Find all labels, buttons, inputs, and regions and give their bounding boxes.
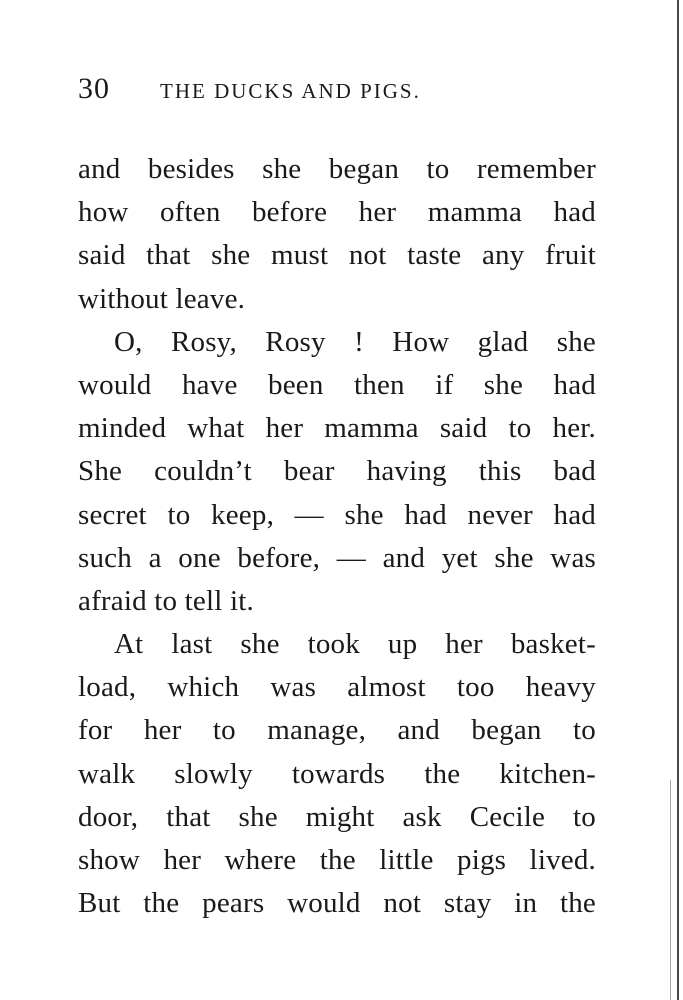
text-line: She couldn’t bear having this bad (78, 455, 596, 488)
text-line: walk slowly towards the kitchen- (78, 757, 596, 790)
running-title: THE DUCKS AND PIGS. (160, 79, 421, 103)
page-header (78, 72, 598, 112)
text-line: for her to manage, and began to (78, 714, 596, 747)
text-line: O, Rosy, Rosy ! How glad she (114, 325, 596, 358)
text-line: secret to keep, — she had never had (78, 498, 596, 531)
text-line: But the pears would not stay in the (78, 887, 596, 920)
text-line: At last she took up her basket- (114, 628, 596, 661)
text-line: said that she must not taste any fruit (78, 239, 596, 272)
text-line: load, which was almost too heavy (78, 671, 596, 704)
text-line: afraid to tell it. (78, 584, 254, 617)
text-line: show her where the little pigs lived. (78, 844, 596, 876)
text-line: minded what her mamma said to her. (78, 412, 596, 445)
page-edge-shadow (670, 780, 671, 1000)
body-text (78, 148, 596, 925)
text-line: how often before her mamma had (78, 196, 596, 229)
text-line: such a one before, — and yet she was (78, 541, 596, 574)
text-line: door, that she might ask Cecile to (78, 800, 596, 833)
page-number: 30 (78, 72, 110, 105)
text-line: would have been then if she had (78, 368, 596, 401)
text-line: without leave. (78, 282, 246, 315)
page-edge-line (677, 0, 679, 1000)
text-line: and besides she began to remember (78, 153, 596, 185)
